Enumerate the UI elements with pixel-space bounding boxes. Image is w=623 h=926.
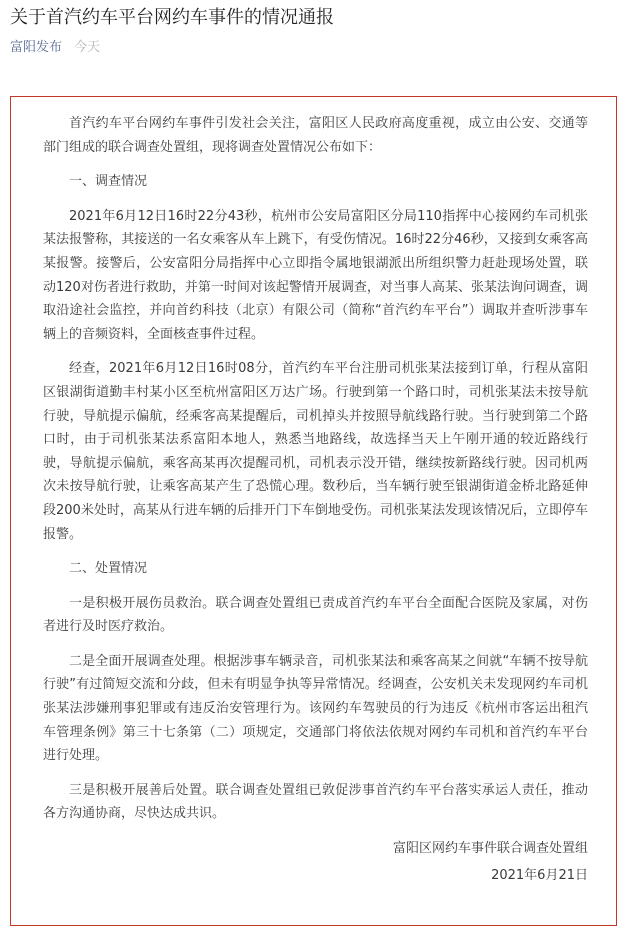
section-heading-handling: 二、处置情况 xyxy=(69,561,148,577)
notice-box xyxy=(10,96,617,926)
publish-date: 今天 xyxy=(74,40,101,55)
section-heading-investigation: 一、调查情况 xyxy=(69,174,148,190)
article-meta xyxy=(10,39,100,57)
investigation-paragraph-2: 经查，2021年6月12日16时08分，首汽约车平台注册司机张某法接到订单，行程从富阳区银湖街道勤丰村某小区至杭州富阳区万达广场。行驶到第一个路口时，司机张某法未按导航行驶，导航提示偏航，经乘客高某提醒后，司机掉头并按照导航线路行驶。当行驶到第二个路口时，由于司机张某法系富阳本地人，熟悉当地路线，故选择当天上午刚开通的较近路线行驶，导航提示偏航，乘客高某再次提醒司机，司机表示没开错，继续按新路线行驶。因司机两次未按导航行驶，让乘客高某产生了恐慌心理。数秒后，当车辆行驶至银湖街道金桥北路延伸段200米处时，高某从行进车辆的后排开门下车倒地受伤。司机张某法发现该情况后，立即停车报警。 xyxy=(43,361,588,542)
handling-item-2: 二是全面开展调查处理。根据涉事车辆录音，司机张某法和乘客高某之间就“车辆不按导航行驶”有过简短交流和分歧，但未有明显争执等异常情况。经调查，公安机关未发现网约车司机张某法涉嫌刑事犯罪或有违反治安管理行为。该网约车驾驶员的行为违反《杭州市客运出租汽车管理条例》第三十七条第（二）项规定，交通部门将依法依规对网约车司机和首汽约车平台进行处理。 xyxy=(43,653,588,764)
signature-org: 富阳区网约车事件联合调查处置组 xyxy=(392,841,588,857)
handling-item-1: 一是积极开展伤员救治。联合调查处置组已责成首汽约车平台全面配合医院及家属，对伤者进行及时医疗救治。 xyxy=(43,595,588,635)
author-link[interactable]: 富阳发布 xyxy=(10,40,63,55)
handling-item-3: 三是积极开展善后处置。联合调查处置组已敦促涉事首汽约车平台落实承运人责任，推动各方沟通协商，尽快达成共识。 xyxy=(43,782,588,822)
signature-date: 2021年6月21日 xyxy=(491,867,588,883)
investigation-paragraph-1: 2021年6月12日16时22分43秒，杭州市公安局富阳区分局110指挥中心接网约车司机张某法报警称，其接送的一名女乘客从车上跳下，有受伤情况。16时22分46秒，又接到女乘客高某报警。接警后，公安富阳分局指挥中心立即指令属地银湖派出所组织警力赶赴现场处置，联动120对伤者进行救助，并第一时间对该起警情开展调查，对当事人高某、张某法询问调查，调取沿途社会监控，并向首约科技（北京）有限公司（简称“首汽约车平台”）调取并查听涉事车辆上的音频资料，全面核查事件过程。 xyxy=(43,208,588,342)
article-title: 关于首汽约车平台网约车事件的情况通报 xyxy=(10,7,334,28)
intro-paragraph: 首汽约车平台网约车事件引发社会关注，富阳区人民政府高度重视，成立由公安、交通等部门组成的联合调查处置组，现将调查处置情况公布如下： xyxy=(43,116,588,155)
